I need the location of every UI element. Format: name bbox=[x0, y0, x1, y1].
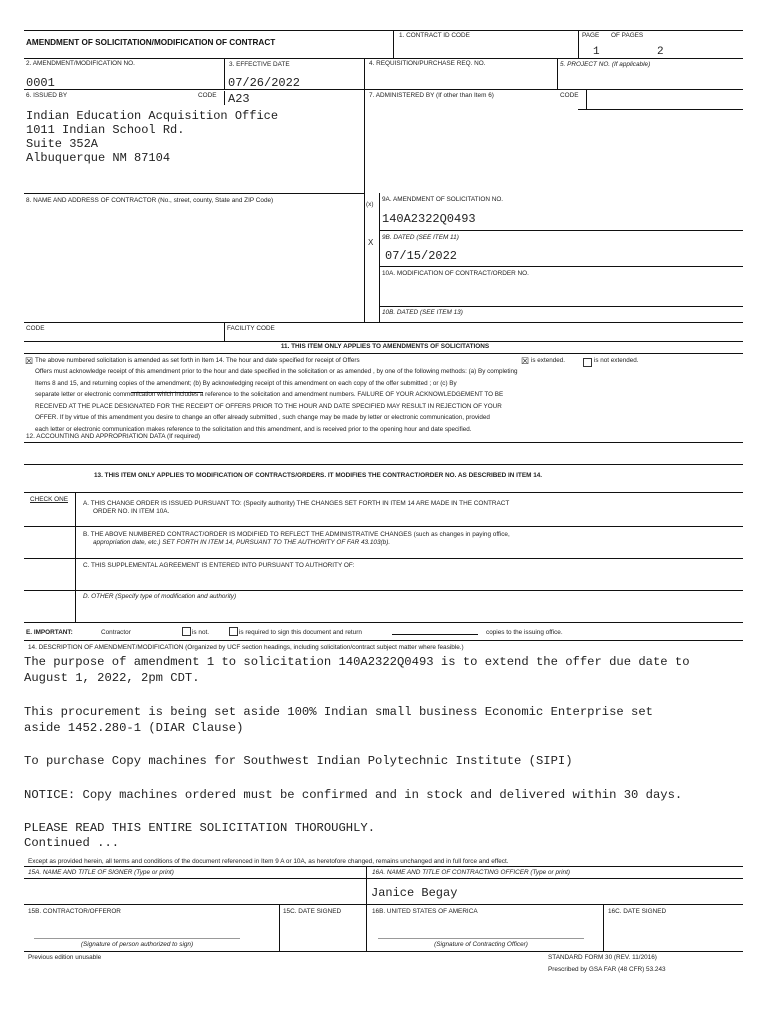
united-states-label: 16B. UNITED STATES OF AMERICA bbox=[372, 908, 478, 915]
contracting-officer-name: Janice Begay bbox=[371, 886, 458, 900]
issued-by-line: Albuquerque NM 87104 bbox=[26, 151, 171, 165]
col-divider bbox=[366, 866, 367, 951]
row-divider bbox=[379, 230, 743, 231]
row-divider bbox=[24, 442, 743, 443]
col-divider bbox=[224, 58, 225, 89]
item13-header: 13. THIS ITEM ONLY APPLIES TO MODIFICATION OF CONTRACTS/ORDERS. IT MODIFIES THE CONTRACT/ORDER NO. AS DESCRIBED IN ITEM 14. bbox=[94, 472, 543, 479]
contractor-address-label: 8. NAME AND ADDRESS OF CONTRACTOR (No., street, county, State and ZIP Code) bbox=[26, 197, 274, 204]
page-number: 1 bbox=[593, 46, 600, 58]
row-divider bbox=[24, 322, 743, 323]
page-label: PAGE bbox=[582, 32, 600, 39]
col-divider bbox=[279, 904, 280, 951]
row-divider bbox=[379, 306, 743, 307]
item11-text-line: each letter or electronic communication makes reference to the solicitation and this amendment, and is received prior to the opening hour and date specified. bbox=[35, 426, 472, 433]
item11-text-line: Items 8 and 15, and returning copies of the amendment; (b) By acknowledging receipt of this amendment on each copy of the offer submitted ; or (c) By bbox=[35, 380, 457, 387]
except-statement: Except as provided herein, all terms and conditions of the document referenced in Item 9 A or 10A, as heretofore changed, remains unchanged and in full force and effect. bbox=[28, 858, 509, 865]
col-divider bbox=[586, 89, 587, 109]
signature-officer-caption: (Signature of Contracting Officer) bbox=[434, 941, 528, 948]
page-total: 2 bbox=[657, 46, 664, 58]
row-divider bbox=[24, 341, 743, 342]
checked-checkbox-icon: ☒ bbox=[25, 356, 34, 366]
date-signed-16c-label: 16C. DATE SIGNED bbox=[608, 908, 667, 915]
row-divider bbox=[379, 266, 743, 267]
item11-text-line: Offers must acknowledge receipt of this amendment prior to the hour and date specified in the solicitation or as amended , by one of the following methods: (a) By completing bbox=[35, 368, 518, 375]
dated-10b-label: 10B. DATED (SEE ITEM 13) bbox=[382, 309, 463, 316]
col-divider bbox=[224, 322, 225, 341]
row-divider bbox=[24, 590, 743, 591]
issued-by-line: 1011 Indian School Rd. bbox=[26, 123, 185, 137]
effective-date-label: 3. EFFECTIVE DATE bbox=[229, 61, 290, 68]
extended-checkbox-icon: ☒ bbox=[521, 356, 530, 366]
item11-header: 11. THIS ITEM ONLY APPLIES TO AMENDMENTS OF SOLICITATIONS bbox=[280, 343, 490, 350]
amendment-solicitation-value: 140A2322Q0493 bbox=[382, 212, 476, 226]
copies-blank-line bbox=[392, 634, 478, 635]
item11-text-line: OFFER. If by virtue of this amendment you desire to change an offer already submitted , such change may be made by letter or electronic communication, provided bbox=[35, 414, 490, 421]
row-divider bbox=[24, 193, 364, 194]
issued-by-code-label: CODE bbox=[198, 92, 217, 99]
item13a-line: ORDER NO. IN ITEM 10A. bbox=[93, 508, 170, 515]
amendment-solicitation-label: 9A. AMENDMENT OF SOLICITATION NO. bbox=[382, 196, 504, 203]
of-pages-label: OF PAGES bbox=[611, 32, 644, 39]
col-divider bbox=[379, 193, 380, 322]
item13b-line: appropriation date, etc.) SET FORTH IN ITEM 14, PURSUANT TO THE AUTHORITY OF FAR 43.103(b). bbox=[93, 539, 391, 546]
item11-text-line: separate letter or electronic communication which includes a reference to the solicitation and amendment numbers. FAILURE OF YOUR ACKNOWLEDGEMENT TO BE bbox=[35, 391, 504, 398]
prescribed-by-label: Prescribed by GSA FAR (48 CFR) 53.243 bbox=[548, 966, 666, 973]
col-divider bbox=[75, 492, 76, 622]
requisition-label: 4. REQUISITION/PURCHASE REQ. NO. bbox=[369, 60, 486, 67]
row-divider bbox=[24, 878, 743, 879]
description-line: PLEASE READ THIS ENTIRE SOLICITATION THOROUGHLY. bbox=[24, 821, 376, 835]
row-divider bbox=[578, 109, 743, 110]
row-divider bbox=[24, 951, 743, 952]
row-divider bbox=[24, 89, 743, 90]
administered-by-code-label: CODE bbox=[560, 92, 579, 99]
col-divider bbox=[578, 30, 579, 58]
dated-9b-value: 07/15/2022 bbox=[385, 249, 458, 263]
signature-line-contractor bbox=[34, 938, 240, 939]
row-divider bbox=[24, 58, 743, 59]
issued-by-line: Indian Education Acquisition Office bbox=[26, 109, 279, 123]
contract-id-code-label: 1. CONTRACT ID CODE bbox=[399, 32, 470, 39]
row-divider bbox=[24, 464, 743, 465]
issued-by-label: 6. ISSUED BY bbox=[26, 92, 68, 99]
description-label: 14. DESCRIPTION OF AMENDMENT/MODIFICATION (Organized by UCF section headings, including solicitation/contract subject matter where feasible.) bbox=[28, 644, 464, 651]
is-extended-label: is extended. bbox=[531, 357, 565, 364]
administered-by-label: 7. ADMINISTERED BY (If other than Item 6) bbox=[369, 92, 494, 99]
item11-text-line: The above numbered solicitation is amended as set forth in Item 14. The hour and date specified for receipt of Offers bbox=[35, 357, 360, 364]
col-divider bbox=[364, 58, 365, 322]
signer-name-label: 15A. NAME AND TITLE OF SIGNER (Type or print) bbox=[28, 869, 174, 876]
signature-line-officer bbox=[378, 938, 584, 939]
amendment-no-value: 0001 bbox=[26, 76, 55, 90]
form-top-border bbox=[24, 30, 743, 31]
is-required-checkbox[interactable] bbox=[229, 627, 238, 636]
standard-form-label: STANDARD FORM 30 (REV. 11/2016) bbox=[548, 954, 657, 961]
item13d-line: D. OTHER (Specify type of modification and authority) bbox=[83, 593, 237, 600]
contractor-code-label: CODE bbox=[26, 325, 45, 332]
signature-person-caption: (Signature of person authorized to sign) bbox=[80, 941, 194, 948]
item11-text-line: RECEIVED AT THE PLACE DESIGNATED FOR THE RECEIPT OF OFFERS PRIOR TO THE HOUR AND DATE SPECIFIED MAY RESULT IN REJECTION OF YOUR bbox=[35, 403, 502, 410]
is-not-label: is not. bbox=[192, 629, 210, 636]
row-divider bbox=[24, 526, 743, 527]
copies-label: copies to the issuing office. bbox=[486, 629, 563, 636]
not-extended-checkbox[interactable] bbox=[583, 358, 592, 367]
important-label: E. IMPORTANT: bbox=[26, 629, 73, 636]
row-divider bbox=[24, 904, 743, 905]
description-line: The purpose of amendment 1 to solicitation 140A2322Q0493 is to extend the offer due date to bbox=[24, 655, 690, 669]
row-divider bbox=[24, 866, 743, 867]
item13a-line: A. THIS CHANGE ORDER IS ISSUED PURSUANT TO: (Specify authority) THE CHANGES SET FORTH IN ITEM 14 ARE MADE IN THE CONTRACT bbox=[83, 500, 510, 507]
issued-by-code-value: A23 bbox=[228, 92, 250, 106]
item13c-line: C. THIS SUPPLEMENTAL AGREEMENT IS ENTERED INTO PURSUANT TO AUTHORITY OF: bbox=[83, 562, 355, 569]
row-divider bbox=[24, 353, 743, 354]
description-line: Continued ... bbox=[24, 836, 120, 850]
modification-no-label: 10A. MODIFICATION OF CONTRACT/ORDER NO. bbox=[382, 270, 529, 277]
col-divider bbox=[557, 58, 558, 89]
issued-by-line: Suite 352A bbox=[26, 137, 99, 151]
row-divider bbox=[24, 492, 743, 493]
description-line: This procurement is being set aside 100% Indian small business Economic Enterprise set bbox=[24, 705, 653, 719]
row-divider bbox=[24, 622, 743, 623]
x-column-label: (x) bbox=[366, 201, 374, 208]
date-signed-15c-label: 15C. DATE SIGNED bbox=[283, 908, 342, 915]
form-title: AMENDMENT OF SOLICITATION/MODIFICATION OF CONTRACT bbox=[26, 38, 276, 47]
contractor-label: Contractor bbox=[101, 629, 131, 636]
contracting-officer-label: 16A. NAME AND TITLE OF CONTRACTING OFFICER (Type or print) bbox=[372, 869, 571, 876]
dated-9b-label: 9B. DATED (SEE ITEM 11) bbox=[382, 234, 459, 241]
col-divider bbox=[224, 91, 225, 105]
previous-edition-note: Previous edition unusable bbox=[28, 954, 102, 961]
effective-date-value: 07/26/2022 bbox=[228, 76, 301, 90]
col-divider bbox=[393, 30, 394, 58]
accounting-data-label: 12. ACCOUNTING AND APPROPRIATION DATA (If required) bbox=[26, 433, 201, 440]
is-not-checkbox[interactable] bbox=[182, 627, 191, 636]
description-line: NOTICE: Copy machines ordered must be confirmed and in stock and delivered within 30 days. bbox=[24, 788, 683, 802]
col-divider bbox=[603, 904, 604, 951]
description-line: aside 1452.280-1 (DIAR Clause) bbox=[24, 721, 244, 735]
is-not-extended-label: is not extended. bbox=[594, 357, 639, 364]
row-divider bbox=[24, 558, 743, 559]
row-divider bbox=[24, 640, 743, 641]
description-line: To purchase Copy machines for Southwest Indian Polytechnic Institute (SIPI) bbox=[24, 754, 573, 768]
is-required-label: is required to sign this document and return bbox=[239, 629, 362, 636]
item13b-line: B. THE ABOVE NUMBERED CONTRACT/ORDER IS MODIFIED TO REFLECT THE ADMINISTRATIVE CHANGES (such as changes in paying office, bbox=[83, 531, 510, 538]
project-no-label: 5. PROJECT NO. (If applicable) bbox=[560, 61, 651, 68]
x-mark-9b: X bbox=[368, 238, 374, 247]
contractor-offeror-label: 15B. CONTRACTOR/OFFEROR bbox=[28, 908, 121, 915]
description-line: August 1, 2022, 2pm CDT. bbox=[24, 671, 200, 685]
amendment-no-label: 2. AMENDMENT/MODIFICATION NO. bbox=[26, 60, 135, 67]
facility-code-label: FACILITY CODE bbox=[227, 325, 275, 332]
check-one-label: CHECK ONE bbox=[30, 496, 68, 503]
